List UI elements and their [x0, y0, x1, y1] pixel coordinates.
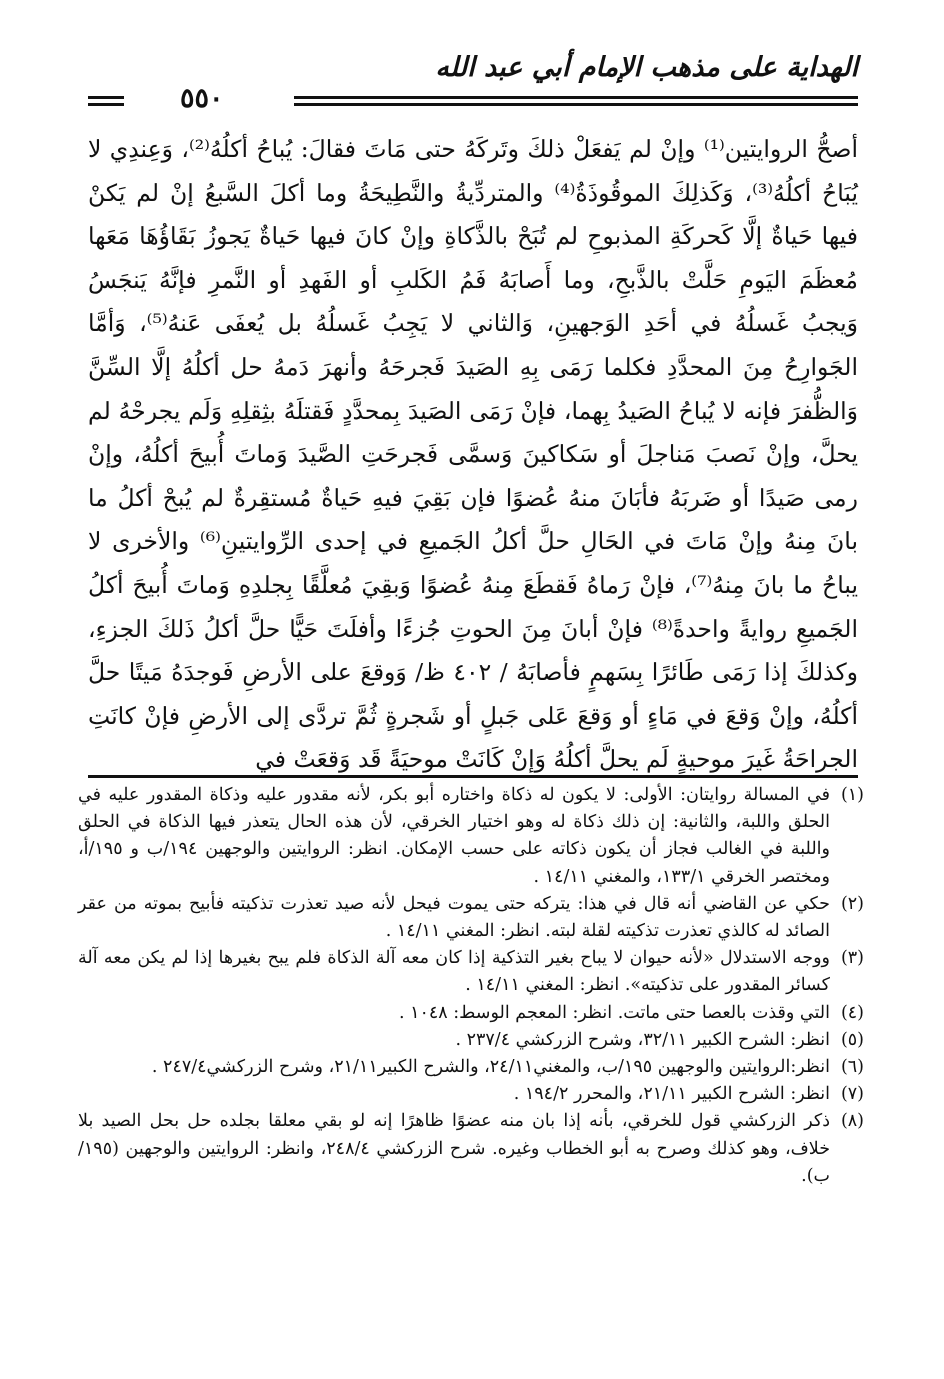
footnote-number: (٣) [840, 948, 864, 969]
header-rule [88, 103, 124, 106]
footnote-number: (٢) [840, 893, 864, 914]
footnote-text: التي وقذت بالعصا حتى ماتت. انظر: المعجم الوسط: ١٠٤٨ . [398, 1002, 830, 1023]
footnote-text: ووجه الاستدلال «لأنه حيوان لا يباح بغير التذكية إذا كان معه آلة الذكاة فلم يبح بغيرها إذا لم يكن معه آلة كسائر المقدور على تذكيته». انظر: المغني ١٤/١١ . [78, 948, 830, 996]
header-rule [294, 96, 858, 99]
running-header [88, 40, 858, 114]
footnote [78, 1027, 864, 1054]
footnote-text: انظر: الشرح الكبير ٣٢/١١، وشرح الزركشي ٢٣٧/٤ . [455, 1029, 830, 1050]
footnote-text: حكي عن القاضي أنه قال في هذا: يتركه حتى يموت فيحل لأنه صيد تعذرت تذكيته فأبيح بموته من عقر الصائد له كالذي تعذرت تذكيته لقلة لبته. انظر: المغني ١٤/١١ . [78, 893, 830, 942]
footnote-number: (٧) [840, 1084, 864, 1105]
footnote-text: في المسالة روايتان: الأولى: لا يكون له ذكاة واختاره أبو بكر، لأنه مقدور عليه وذكاة المقدور عليه في الحلق واللبة، والثانية: إن ذلك ذكاة له وهو اختيار الخرقي، لأن هذه الحال يتعذر فيها الذكاة في الحلق واللبة في الغالب فجاز أن يكون ذكاته على حسب الإمكان. انظر: الروايتين والوجهين ١٩٤/ب و ١٩٥/أ، ومختصر الخرقي ١٣٣/١، والمغني ١٤/١١ . [78, 785, 830, 887]
footnote-number: (٦) [840, 1057, 864, 1078]
footnote [78, 1108, 864, 1190]
footnote-number: (١) [840, 785, 864, 805]
header-rule [294, 103, 858, 106]
footnote-text: ذكر الزركشي قول للخرقي، بأنه إذا بان منه عضوًا ظاهرًا إنه لو بقي معلقا بجلده حل بحل الصيد بلا خلاف، وهو كذلك وصرح به أبو الخطاب وغيره. شرح الزركشي ٢٤٨/٤، وانظر: الروايتين والوجهين (١٩٥/ب). [78, 1111, 831, 1186]
footnote [78, 945, 864, 999]
footnote [78, 891, 864, 945]
footnote [78, 1000, 864, 1027]
header-rule [88, 96, 124, 99]
footnote-text: انظر: الشرح الكبير ٢١/١١، والمحرر ١٩٤/٢ . [513, 1084, 830, 1105]
footnote-number: (٨) [840, 1111, 864, 1132]
footnote-separator [88, 775, 858, 778]
footnotes [78, 782, 864, 1190]
footnote [78, 1081, 864, 1108]
footnote-text: انظر:الروايتين والوجهين ١٩٥/ب، والمغني٢٤/١١، والشرح الكبير٢١/١١، وشرح الزركشي٢٤٧/٤ . [151, 1057, 830, 1078]
header-title: الهداية على مذهب الإمام أبي عبد الله [435, 52, 858, 83]
book-page [78, 40, 864, 1379]
footnote [78, 1054, 864, 1081]
footnote [78, 782, 864, 891]
page-number: ٥٥٠ [180, 83, 224, 114]
footnote-number: (٤) [840, 1002, 864, 1023]
main-text [88, 128, 858, 782]
footnote-number: (٥) [840, 1029, 864, 1050]
body-paragraph: أصحُّ الروايتين⁽¹⁾ وإنْ لم يَفعَلْ ذلكَ وتَركَهُ حتى مَاتَ فقالَ: يُباحُ أكلُهُ⁽²⁾، وَعِندِي لا يُبَاحُ أكلُهُ⁽³⁾، وَكَذلِكَ الموقُوذَةُ⁽⁴⁾ والمتردِّيةُ والنَّطِيحَةُ وما أكلَ السَّبعُ إنْ لم يَكنْ فيها حَياةٌ إلَّا كَحركَةِ المذبوحِ لم تُبَحْ بالذَّكاةِ وإنْ كانَ فيها حَياةٌ يَجوزُ بَقَاؤُهَا مَعَها مُعظَمَ اليَومِ حَلَّتْ بالذَّبحِ، وما أَصابَهُ فَمُ الكَلبِ أو الفَهدِ أو النَّمرِ فإنَّهُ يَنجَسُ وَيجبُ غَسلُهُ في أحَدِ الوَجهينِ، وَالثاني لا يَجِبُ غَسلُهُ بل يُعفَى عَنهُ⁽⁵⁾، وَأمَّا الجَوارِحُ مِنَ المحدَّدِ فكلما رَمَى بِهِ الصَيدَ فَجرحَهُ وأنهرَ دَمهُ حل أكلُهُ إلَّا السِّنَّ وَالظُّفرَ فإنه لا يُباحُ الصَيدُ بِهما، فإنْ رَمَى الصَيدَ بِمحدَّدٍ فَقتلَهُ بثِقلِهِ وَلَم يجرحْهُ لم يحلَّ، وإنْ نَصبَ مَناجلَ أو سَكاكينَ وَسمَّى فَجرحَتِ الصَّيدَ وَماتَ أُبيحَ أكلُهُ، وإنْ رمى صَيدًا أو ضَربَهُ فأبَانَ منهُ عُضوًا فإن بَقِيَ فيهِ حَياةٌ مُستقِرةٌ لم يُبحْ أكلُ ما بانَ مِنهُ وإنْ مَاتَ في الحَالِ حلَّ أكلُ الجَميعِ في إحدى الرِّوايتينِ⁽⁶⁾ والأخرى لا يباحُ ما بانَ مِنهُ⁽⁷⁾، فإنْ رَماهُ فَقطَعَ مِنهُ عُضوًا وَبقِيَ مُعلَّقًا بِجلدِهِ وَماتَ أُبيحَ أكلُ الجَميعِ روايةً واحدةً⁽⁸⁾ فإنْ أبانَ مِنَ الحوتِ جُزءًا وأفلَتَ حَيًّا حلَّ أكلُ ذَلكَ الجزءِ، وكذلكَ إذا رَمَى طَائرًا بِسَهمٍ فأصابَهُ / ٤٠٢ ظ/ وَوقعَ على الأرضِ فَوجدَهُ مَيتًا حلَّ أكلُهُ، وإنْ وَقعَ في مَاءٍ أو وَقعَ عَلى جَبلٍ أو شَجرةٍ ثُمَّ تردَّى إلى الأرضِ فإنْ كانَتِ الجراحَةُ غَيرَ موحيةٍ لَم يحلَّ أكلُهُ وَإنْ كَانَتْ موحيَةً قَد وَقعَتْ في [88, 135, 859, 774]
